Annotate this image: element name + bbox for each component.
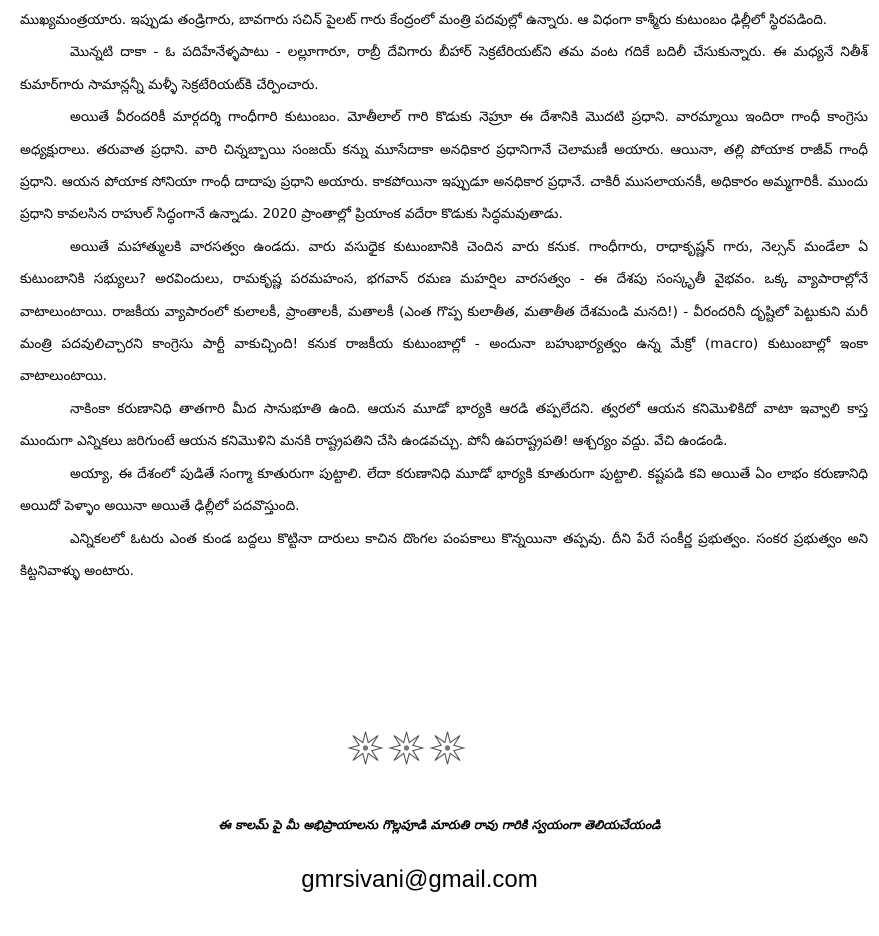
contact-email[interactable]: gmrsivani@gmail.com bbox=[301, 866, 538, 893]
starburst-icon bbox=[429, 730, 466, 766]
article-body bbox=[20, 4, 868, 587]
feedback-note: ఈ కాలమ్ పై మీ అభిప్రాయాలను గొల్లపూడి మారుతి రావు గారికి స్వయంగా తెలియచేయండి bbox=[218, 817, 661, 832]
paragraph-5: నాకింకా కరుణానిధి తాతగారి మీద సానుభూతి ఉంది. ఆయన మూడో భార్యకి ఆరడి తప్పలేదని. త్వరలో ఆయన కనిమొళికిదో వాటా ఇవ్వాలి కాస్త ముందుగా ఎన్నికలు జరిగుంటే ఆయన కనిమొళిని మనకి రాష్ట్రపతిని చేసి ఉండవచ్చు. పోనీ ఉపరాష్ట్రపతి! ఆశ్చర్యం వద్దు. వేచి ఉండండి. bbox=[20, 400, 868, 450]
document-page bbox=[20, 4, 868, 587]
starburst-icon bbox=[388, 730, 425, 766]
starburst-icon bbox=[347, 730, 384, 766]
paragraph-6: అయ్యా, ఈ దేశంలో పుడితే సంగ్మా కూతురుగా పుట్టాలి. లేదా కరుణానిధి మూడో భార్యకి కూతురుగా పుట్టాలి. కష్టపడి కవి అయితే ఏం లాభం కరుణానిధి అయిదో పెళ్ళాం అయినా అయితే ఢిల్లీలో పదవొస్తుంది. bbox=[20, 465, 868, 515]
section-divider bbox=[347, 730, 467, 766]
paragraph-3: అయితే వీరందరికీ మార్గదర్శి గాంధీగారి కుటుంబం. మోతీలాల్ గారి కొడుకు నెహ్రూ ఈ దేశానికి మొదటి ప్రధాని. వారమ్మాయి ఇందిరా గాంధీ కాంగ్రెసు అధ్యక్షురాలు. తరువాత ప్రధాని. వారి చిన్నబ్బాయి సంజయ్ కన్ను మూసేదాకా అనధికార ప్రధానిగానే చెలామణీ అయారు. ఆయినా, తల్లి పోయాక రాజీవ్ గాంధీ ప్రధాని. ఆయన పోయాక సోనియా గాంధీ దాదాపు ప్రధాని అయారు. కాకపోయినా ఇప్పుడూ అనధికార ప్రధానే. చాకిరీ ముసలాయనకీ, అధికారం అమ్మగారికీ. ముందు ప్రధాని కావలసిన రాహుల్ సిద్ధంగానే ఉన్నాడు. 2020 ప్రాంతాల్లో ప్రియాంక వదేరా కొడుకు సిద్ధమవుతాడు. bbox=[20, 109, 868, 223]
paragraph-4: అయితే మహాత్ములకి వారసత్వం ఉండదు. వారు వసుధైక కుటుంబానికి చెందిన వారు కనుక. గాంధీగారు, రాధాకృష్ణన్ గారు, నెల్సన్ మండేలా ఏ కుటుంబానికి సభ్యులు? అరవిందులు, రామకృష్ణ పరమహంస, భగవాన్ రమణ మహర్షిల వారసత్వం - ఈ దేశపు సంస్కృతీ వైభవం. ఒక్క వ్యాపారాల్లోనే వాటాలుంటాయి. రాజకీయ వ్యాపారంలో కులాలకీ, ప్రాంతాలకీ, మతాలకీ (ఎంత గొప్ప కులాతీత, మతాతీత దేశమండి మనది!) - వీరందరినీ దృష్టిలో పెట్టుకుని మరీ మంత్రి పదవులిచ్చారని కాంగ్రెసు పార్టీ వాకుచ్చింది! కనుక రాజకీయ కుటుంబాల్లో - అందునా బహుభార్యత్వం ఉన్న మేక్రో (macro) కుటుంబాల్లో ఇంకా వాటాలుంటాయి. bbox=[20, 238, 868, 385]
paragraph-7: ఎన్నికలలో ఓటరు ఎంత కుండ బద్దలు కొట్టినా దారులు కాచిన దొంగల పంపకాలు కొన్నయినా తప్పవు. దీని పేరే సంకీర్ణ ప్రభుత్వం. సంకర ప్రభుత్వం అని కిట్టనివాళ్ళు అంటారు. bbox=[20, 530, 868, 579]
paragraph-1: ముఖ్యమంత్రయారు. ఇప్పుడు తండ్రిగారు, బావగారు సచిన్ పైలట్ గారు కేంద్రంలో మంత్రి పదవుల్లో ఉన్నారు. ఆ విధంగా కాశ్మీరు కుటుంబం ఢిల్లీలో స్థిరపడింది. bbox=[20, 12, 828, 28]
paragraph-2: మొన్నటి దాకా - ఓ పదిహేనేళ్ళపాటు - లల్లూగారూ, రాబ్రీ దేవిగారు బీహార్ సెక్రటేరియట్‌ని తమ వంట గదికే బదిలీ చేసుకున్నారు. ఈ మధ్యనే నితీశ్ కుమార్‌గారు సామాన్లన్నీ మళ్ళీ సెక్రటేరియట్‌కి చేర్పించారు. bbox=[20, 44, 868, 93]
